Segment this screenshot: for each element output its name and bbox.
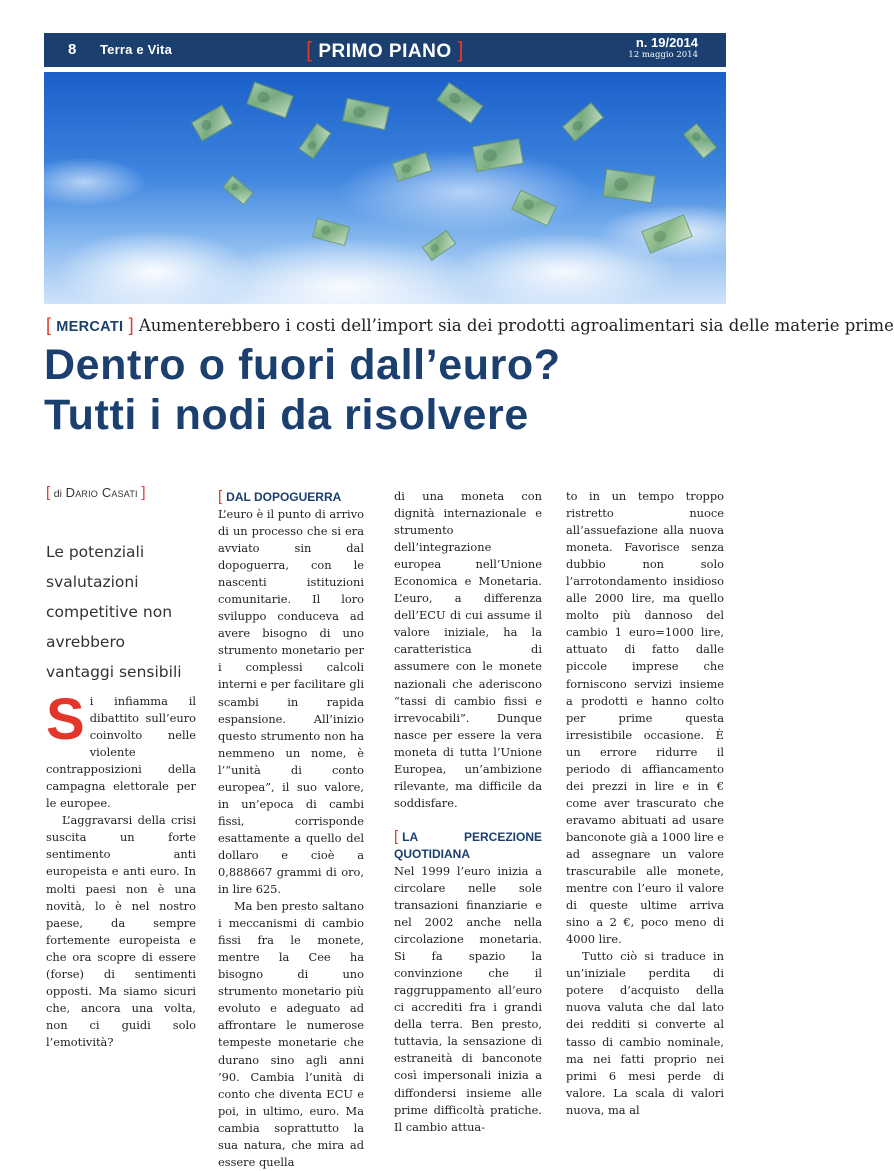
banknote-image <box>641 214 693 253</box>
subheading-bracket: [ <box>218 488 223 505</box>
banknote-image <box>392 152 432 182</box>
issue-date: 12 maggio 2014 <box>628 50 698 60</box>
subheading-text: DAL DOPOGUERRA <box>226 490 342 504</box>
paragraph: L’euro è il punto di arrivo di un processo che si era avviato sin dal dopoguerra, con le nascenti istituzioni comunitarie. Il loro sviluppo conduceva ad avere bisogno di uno strumento monetario per i complessi calcoli interni e per facilitare gli scambi in rapida espansione. All’inizio questo strumento non ha nemmeno un nome, è l’“unità di conto europea”, il suo valore, in un’epoca di cambi fissi, corrisponde esattamente a quello del dollaro e cioè a 0,888667 grammi di oro, in lire 625. <box>218 507 364 897</box>
paragraph: Ma ben presto saltano i meccanismi di cambio fissi fra le monete, mentre la Cee ha bisogno di uno strumento monetario più evoluto e adeguato ad affrontare le numerose tempeste monetarie che durano sino agli anni ’90. Cambia l’unità di conto che diventa ECU e poi, in ultimo, euro. Ma cambia soprattutto la sua natura, che mira ad essere quella <box>218 899 364 1169</box>
kicker-text: Aumenterebbero i costi dell’import sia dei prodotti agroalimentari sia delle materie prime <box>138 316 894 335</box>
headline <box>44 340 744 440</box>
banknote-image <box>562 102 604 142</box>
article-column-2 <box>218 488 364 1171</box>
banknote-image <box>342 98 390 131</box>
paragraph: Nel 1999 l’euro inizia a circolare nelle sole transazioni finanziarie e nel 2002 anche nella circolazione monetaria. Si fa spazio la convinzione che il raggruppamento all’euro ci accrediti fra i grandi della terra. Ben presto, tuttavia, la sensazione di estraneità di banconote così impersonali inizia a diffondersi insieme alle prime difficoltà pratiche. Il cambio attua- <box>394 863 542 1134</box>
paragraph: to in un tempo troppo ristretto nuoce all’assuefazione alla nuova moneta. Favorisce senza dubbio non solo l’arrotondamento insidioso alle 2000 lire, ma quello molto più dannoso del cambio 1 euro=1000 lire, attuato di fatto dalle piccole imprese che forniscono servizi insieme a prodotti e hanno colto per prime questa irresistibile occasione. È un errore ridurre il periodo di affiancamento dei prezzi in lire e in € come aver trascurato che eravamo abituati ad usare banconote già a 1000 lire e ad assegnare un valore trascurabile alle monete, mentre con l’euro il valore di queste ultime arriva sino a 2 €, poco meno di 4000 lire. <box>566 489 724 947</box>
issue-number: n. 19/2014 <box>635 35 698 50</box>
byline-prefix: di <box>53 488 62 500</box>
paragraph: Tutto ciò si traduce in un’iniziale perdita di potere d’acquisto della nuova valuta che dal lato dei redditi si converte al tasso di cambio nominale, ma nei fatti proprio nei primi 6 mesi perde di valore. La scala di valori nuova, ma al <box>566 949 724 1117</box>
banknote-image <box>191 104 233 141</box>
banknote-image <box>222 175 254 205</box>
banknote-image <box>472 138 524 172</box>
article-column-1 <box>46 687 196 1051</box>
kicker-line <box>46 315 894 336</box>
banknote-image <box>511 190 557 227</box>
byline-bracket-open: [ <box>46 484 51 501</box>
banknote-image <box>436 82 483 124</box>
drop-cap: S <box>46 687 85 752</box>
paragraph: L’aggravarsi della crisi suscita un forte sentimento anti europeista e anti euro. In molti paesi non è una novità, lo è nel nostro paese, da sempre fortemente europeista e che ora scopre di essere (forse) di sentimenti opposti. Ma siamo sicuri che, ancora una volta, non ci guidi solo l’emotività? <box>46 813 196 1049</box>
paragraph: di una moneta con dignità internazionale e strumento dell’integrazione europea nell’Unione Economica e Monetaria. L’euro, a differenza dell’ECU di cui assume il valore iniziale, ha la caratteristica di assumere con le monete nazionali che aderiscono “tassi di cambio fissi e irrevocabili”. Dunque nasce per essere la vera moneta di tutta l’Unione Europea, un’ambizione rilevante, ma difficile da soddisfare. <box>394 489 542 810</box>
banknote-image <box>422 230 456 261</box>
byline-bracket-close: ] <box>141 484 146 501</box>
section-title <box>44 37 726 63</box>
banknote-image <box>298 123 331 160</box>
subheading <box>218 488 364 506</box>
kicker-tag: MERCATI <box>56 319 124 335</box>
kicker-bracket-close: ] <box>128 315 134 335</box>
author-name: Dario Casati <box>65 485 138 500</box>
lead-text: Le potenziali svalutazioni competitive non avrebbero vantaggi sensibili <box>46 543 182 681</box>
section-bracket-open: [ <box>305 37 313 62</box>
byline <box>46 484 146 501</box>
magazine-name: Terra e Vita <box>100 42 173 57</box>
banknote-image <box>602 169 655 204</box>
banknote-image <box>683 123 717 159</box>
issue-info <box>628 36 698 61</box>
section-label: PRIMO PIANO <box>318 41 452 62</box>
subheading-text: LA PERCEZIONE QUOTIDIANA <box>394 829 542 861</box>
section-bracket-close: ] <box>457 37 465 62</box>
subheading <box>394 828 542 863</box>
banknote-image <box>246 82 294 119</box>
page-number: 8 <box>68 41 77 58</box>
paragraph: i infiamma il dibattito sull’euro coinvolto nelle violente contrapposizioni della campagna elettorale per le europee. <box>46 694 196 811</box>
kicker-bracket-open: [ <box>46 315 52 335</box>
euro-banknotes-sky-photo <box>44 72 726 304</box>
headline-line-1: Dentro o fuori dall’euro? <box>44 341 561 389</box>
article-column-3 <box>394 488 542 1136</box>
subheading-bracket: [ <box>394 827 399 845</box>
headline-line-2: Tutti i nodi da risolvere <box>44 391 529 439</box>
article-column-4 <box>566 488 724 1119</box>
banknote-image <box>312 218 350 246</box>
page-header <box>44 33 726 67</box>
